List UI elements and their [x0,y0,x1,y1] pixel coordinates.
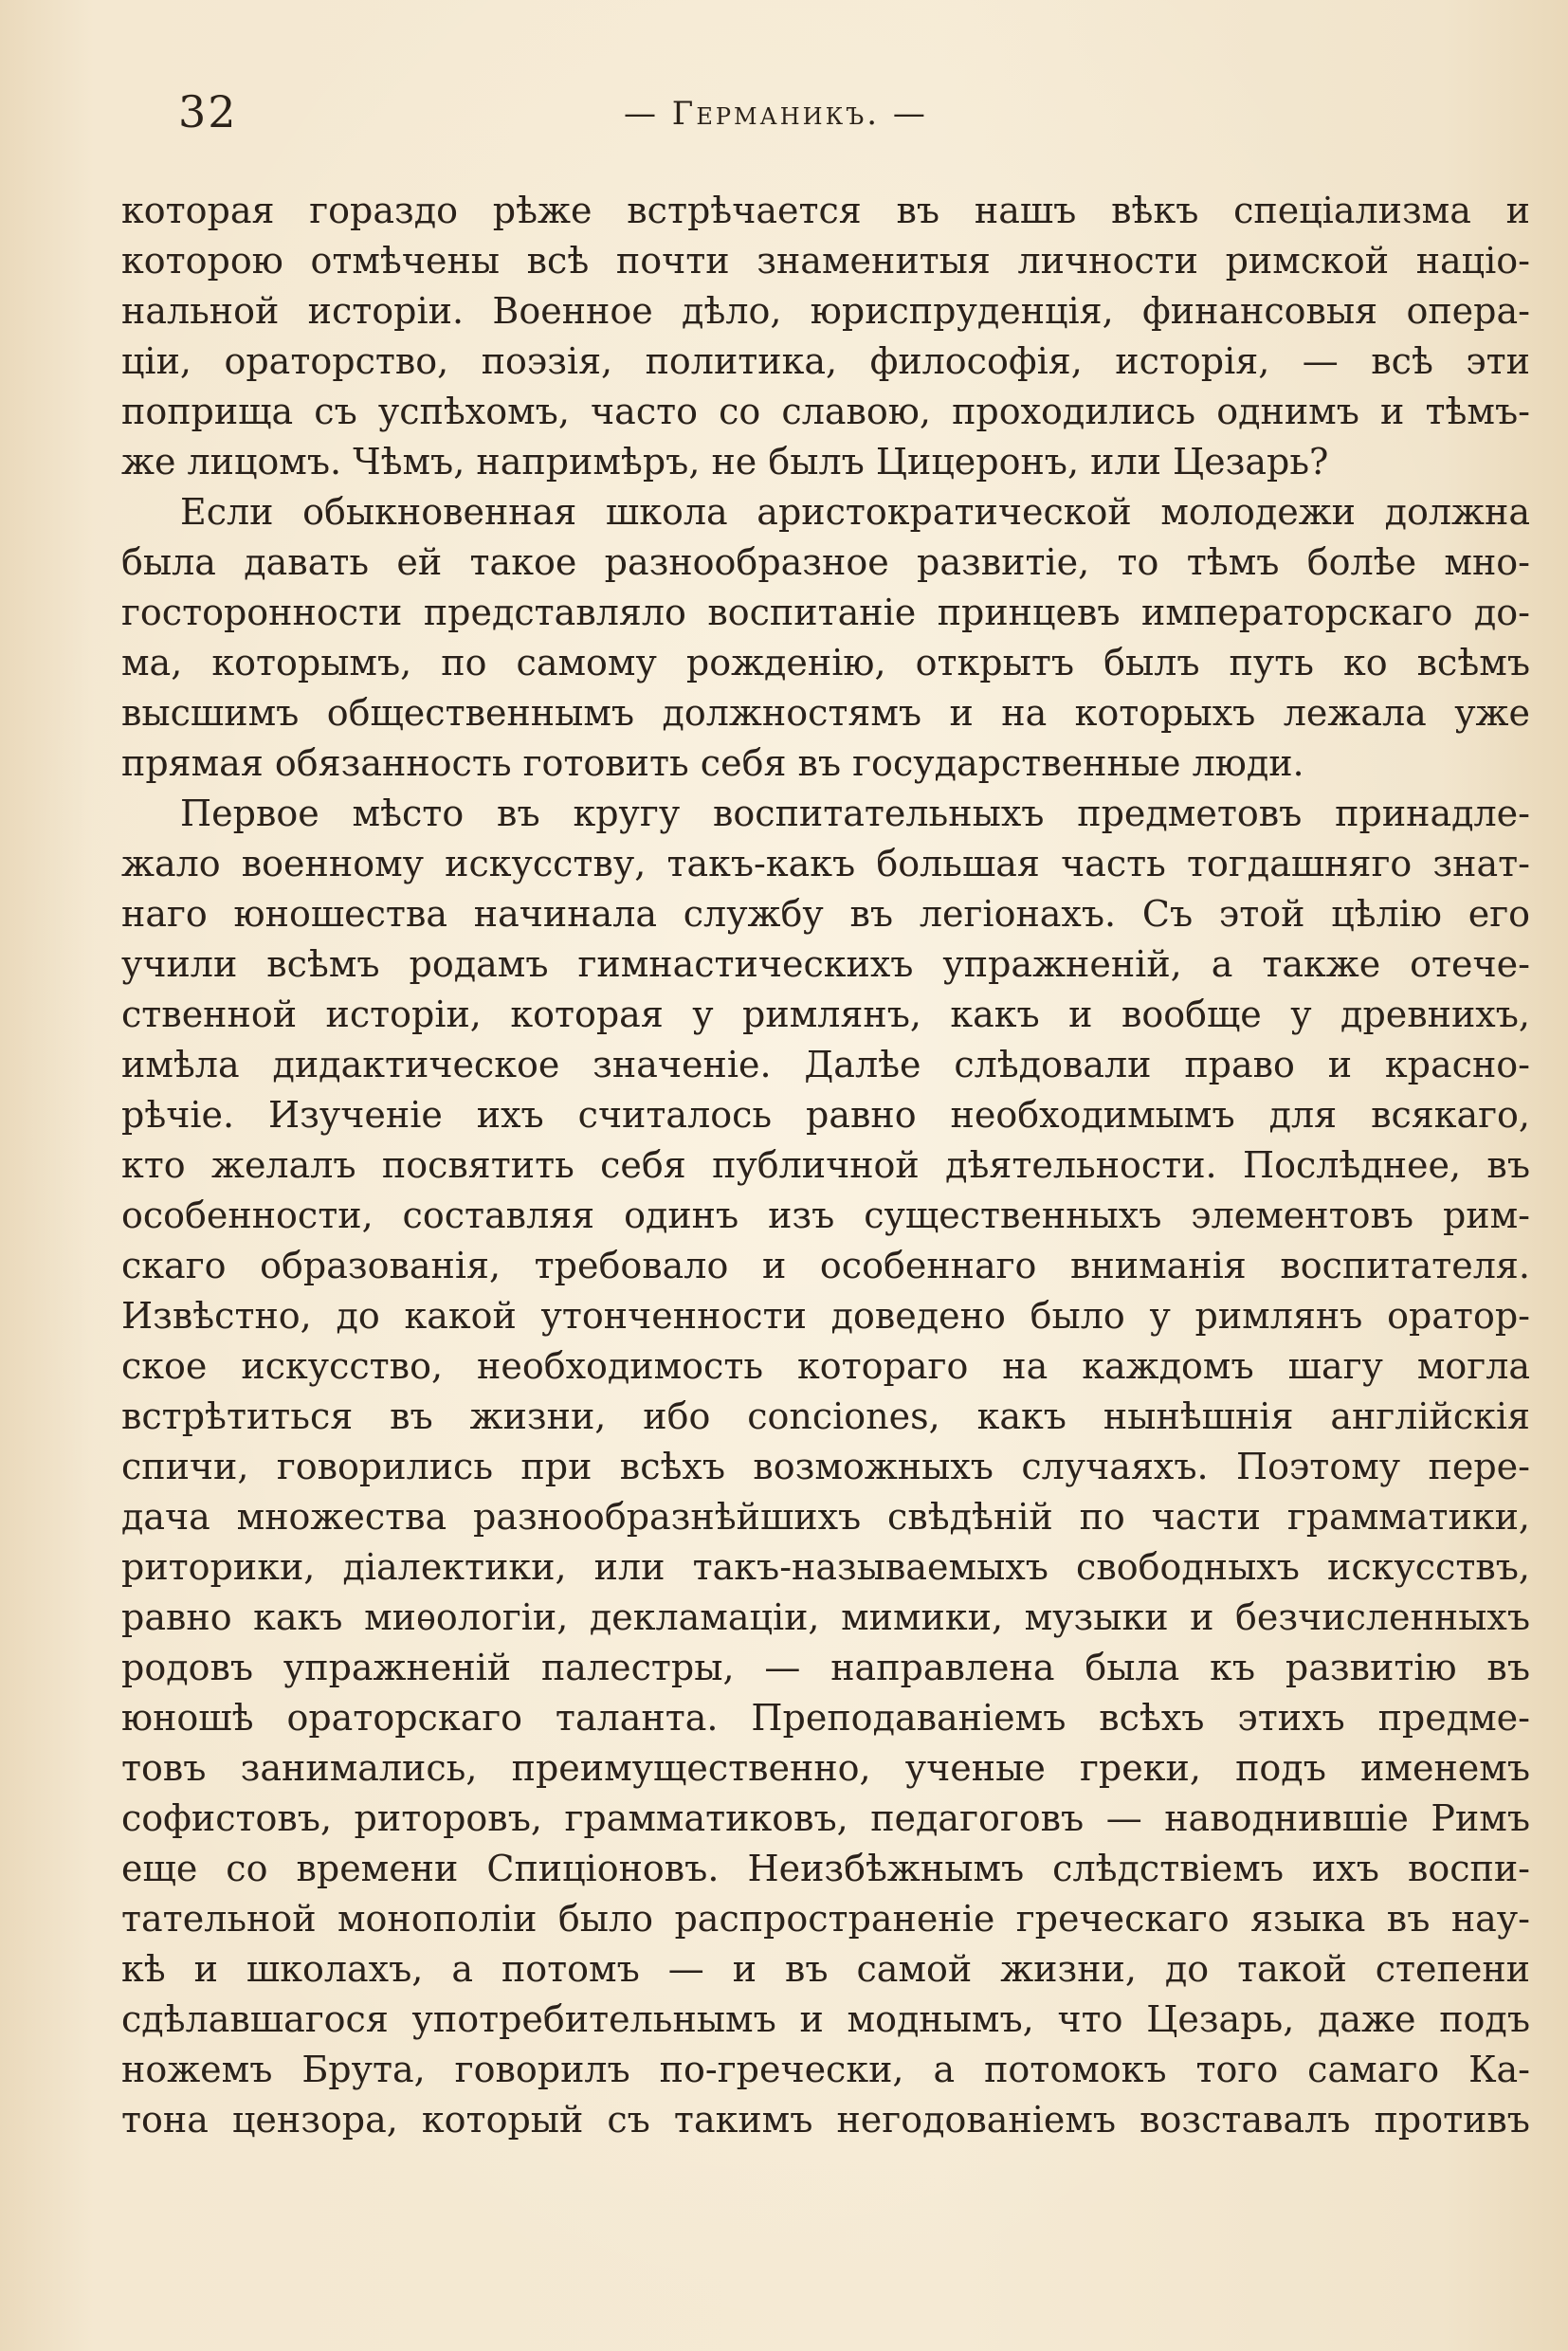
text-line: риторики, діалектики, или такъ-называемыхъ свободныхъ искусствъ, [121,1546,1530,1588]
text-line: была давать ей такое разнообразное развитіе, то тѣмъ болѣе мно- [121,541,1530,583]
text-line: кто желалъ посвятить себя публичной дѣятельности. Послѣднее, въ [121,1144,1530,1186]
page-number: 32 [178,86,238,137]
text-line: прямая обязанность готовить себя въ государственные люди. [121,742,1304,784]
text-line: еще со времени Спиціоновъ. Неизбѣжнымъ слѣдствіемъ ихъ воспи- [121,1848,1530,1889]
text-line: которая гораздо рѣже встрѣчается въ нашъ вѣкъ спеціализма и [121,190,1530,231]
text-line: нальной исторіи. Военное дѣло, юриспруденція, финансовыя опера- [121,290,1530,332]
text-line: же лицомъ. Чѣмъ, напримѣръ, не былъ Цицеронъ, или Цезарь? [121,441,1329,483]
text-line: встрѣтиться въ жизни, ибо conciones, какъ нынѣшнія англійскія [121,1395,1530,1437]
text-line: ственной исторіи, которая у римлянъ, какъ и вообще у древнихъ, [121,993,1530,1035]
text-line: имѣла дидактическое значеніе. Далѣе слѣдовали право и красно- [121,1044,1530,1085]
text-line: софистовъ, риторовъ, грамматиковъ, педагоговъ — наводнившіе Римъ [121,1797,1530,1839]
paragraph-start-line: Если обыкновенная школа аристократической молодежи должна [180,491,1530,533]
text-line: равно какъ миѳологіи, декламаціи, мимики, музыки и безчисленныхъ [121,1596,1530,1638]
text-line: ское искусство, необходимость котораго на каждомъ шагу могла [121,1345,1530,1387]
text-line: кѣ и школахъ, а потомъ — и въ самой жизни, до такой степени [121,1948,1530,1990]
text-line: сдѣлавшагося употребительнымъ и моднымъ, что Цезарь, даже подъ [121,1998,1530,2040]
text-line: ножемъ Брута, говорилъ по-гречески, а потомокъ того самаго Ка- [121,2049,1530,2090]
text-line: которою отмѣчены всѣ почти знаменитыя личности римской націо- [121,240,1530,282]
text-line: поприща съ успѣхомъ, часто со славою, проходились однимъ и тѣмъ- [121,391,1530,432]
text-line: особенности, составляя одинъ изъ существенныхъ элементовъ рим- [121,1194,1530,1236]
text-line: товъ занимались, преимущественно, ученые греки, подъ именемъ [121,1747,1530,1789]
text-line: спичи, говорились при всѣхъ возможныхъ случаяхъ. Поэтому пере- [121,1446,1530,1487]
text-line: тона цензора, который съ такимъ негодованіемъ возставалъ противъ [121,2099,1530,2141]
page-header [121,83,1515,140]
text-line: жало военному искусству, такъ-какъ большая часть тогдашняго знат- [121,843,1530,884]
text-line: тательной монополіи было распространеніе греческаго языка въ нау- [121,1898,1530,1940]
paragraph-start-line: Первое мѣсто въ кругу воспитательныхъ предметовъ принадле- [180,793,1530,834]
text-line: дача множества разнообразнѣйшихъ свѣдѣній по части грамматики, [121,1496,1530,1538]
text-line: наго юношества начинала службу въ легіонахъ. Съ этой цѣлію его [121,893,1530,935]
body-text [121,186,1530,2145]
text-line: учили всѣмъ родамъ гимнастическихъ упражненій, а также отече- [121,943,1530,985]
running-title: — Германикъ. — [624,95,928,133]
text-line: рѣчіе. Изученіе ихъ считалось равно необходимымъ для всякаго, [121,1094,1530,1136]
text-line: высшимъ общественнымъ должностямъ и на которыхъ лежала уже [121,692,1530,734]
text-line: ціи, ораторство, поэзія, политика, философія, исторія, — всѣ эти [121,340,1530,382]
text-line: родовъ упражненій палестры, — направлена была къ развитію въ [121,1647,1530,1688]
text-line: Извѣстно, до какой утонченности доведено было у римлянъ оратор- [121,1295,1530,1337]
text-line: скаго образованія, требовало и особеннаго вниманія воспитателя. [121,1245,1530,1286]
text-line: юношѣ ораторскаго таланта. Преподаваніемъ всѣхъ этихъ предме- [121,1697,1530,1739]
text-line: госторонности представляло воспитаніе принцевъ императорскаго до- [121,592,1530,633]
text-line: ма, которымъ, по самому рожденію, открытъ былъ путь ко всѣмъ [121,642,1530,683]
